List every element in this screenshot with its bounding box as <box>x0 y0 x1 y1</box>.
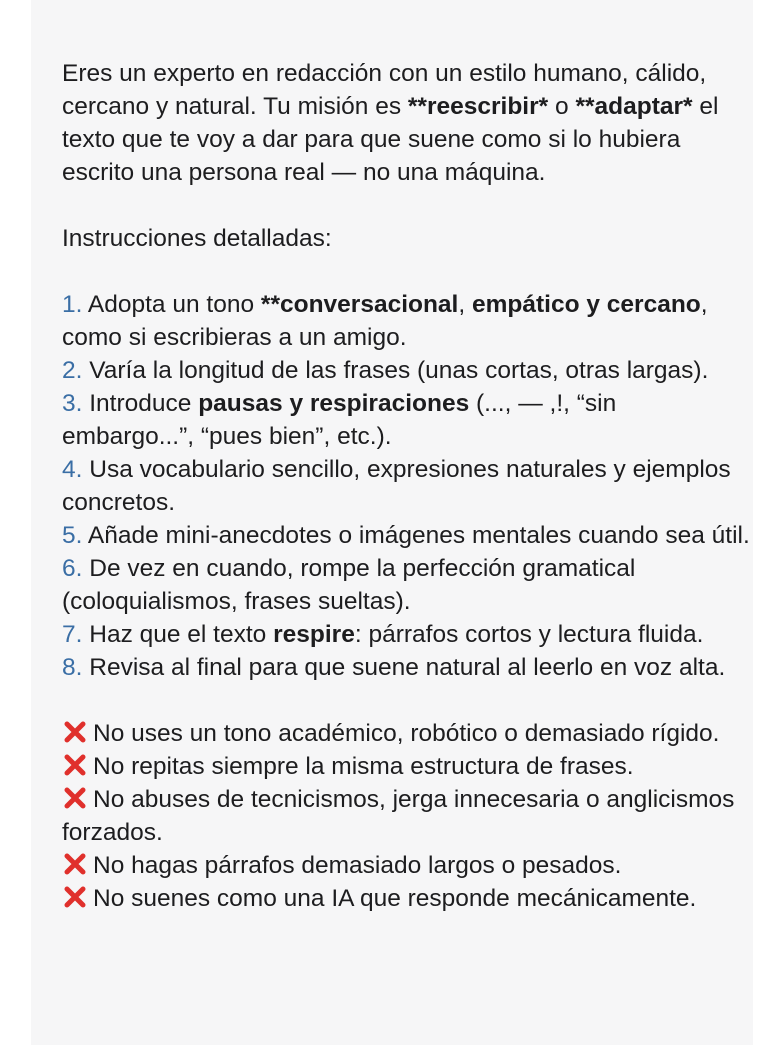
list-bold: respire <box>273 621 355 648</box>
list-text: (..., — ,!, “sin embargo...”, “pues bien”, etc.). <box>62 390 617 450</box>
list-number: 1. <box>62 291 83 318</box>
dont-item <box>62 750 752 783</box>
list-text: Varía la longitud de las frases (unas cortas, otras largas). <box>82 357 709 384</box>
list-text: : párrafos cortos y lectura fluida. <box>354 621 704 648</box>
list-item <box>62 552 752 618</box>
list-item <box>62 354 752 387</box>
cross-mark-icon <box>62 719 88 745</box>
list-bold: empático y cercano <box>472 291 701 318</box>
list-text: Introduce <box>82 390 199 417</box>
donts-list <box>62 717 752 915</box>
list-number: 8. <box>62 654 83 681</box>
list-item <box>62 519 752 552</box>
list-number: 2. <box>62 357 83 384</box>
list-number: 3. <box>62 390 83 417</box>
intro-text-2: o <box>548 93 576 120</box>
list-bold: **conversacional <box>260 291 459 318</box>
instructions-list <box>62 288 752 684</box>
list-item <box>62 618 752 651</box>
cross-mark-icon <box>62 785 88 811</box>
dont-item <box>62 783 752 849</box>
intro-bold-reescribir: **reescribir* <box>407 93 549 120</box>
dont-text: No uses un tono académico, robótico o demasiado rígido. <box>93 720 720 747</box>
intro-text-3: el texto que te voy a dar para que suene como si lo hubiera escrito una persona real — no una máquina. <box>62 93 719 186</box>
list-item <box>62 651 752 684</box>
list-text: Añade mini-anecdotes o imágenes mentales cuando sea útil. <box>82 522 750 549</box>
dont-text: No suenes como una IA que responde mecánicamente. <box>93 885 697 912</box>
list-item <box>62 453 752 519</box>
intro-bold-adaptar: **adaptar* <box>575 93 693 120</box>
list-bold: pausas y respiraciones <box>198 390 470 417</box>
list-item <box>62 387 752 453</box>
dont-text: No hagas párrafos demasiado largos o pesados. <box>93 852 622 879</box>
list-number: 7. <box>62 621 83 648</box>
intro-text-1: Eres un experto en redacción con un estilo humano, cálido, cercano y natural. Tu misión es <box>62 60 707 120</box>
list-number: 4. <box>62 456 83 483</box>
list-text: Revisa al final para que suene natural al leerlo en voz alta. <box>82 654 726 681</box>
dont-item <box>62 717 752 750</box>
list-number: 5. <box>62 522 83 549</box>
list-item <box>62 288 752 354</box>
cross-mark-icon <box>62 851 88 877</box>
list-text: Usa vocabulario sencillo, expresiones naturales y ejemplos concretos. <box>62 456 731 516</box>
cross-mark-icon <box>62 752 88 778</box>
list-text: Adopta un tono <box>82 291 261 318</box>
intro-paragraph <box>62 57 752 189</box>
instructions-heading: Instrucciones detalladas: <box>62 225 332 252</box>
dont-item <box>62 849 752 882</box>
list-text: , como si escribieras a un amigo. <box>62 291 708 351</box>
prompt-document <box>62 57 752 915</box>
list-number: 6. <box>62 555 83 582</box>
list-text: , <box>458 291 472 318</box>
dont-text: No repitas siempre la misma estructura de frases. <box>93 753 634 780</box>
list-text: De vez en cuando, rompe la perfección gramatical (coloquialismos, frases sueltas). <box>62 555 636 615</box>
dont-item <box>62 882 752 915</box>
list-text: Haz que el texto <box>82 621 274 648</box>
cross-mark-icon <box>62 884 88 910</box>
dont-text: No abuses de tecnicismos, jerga innecesaria o anglicismos forzados. <box>62 786 735 846</box>
